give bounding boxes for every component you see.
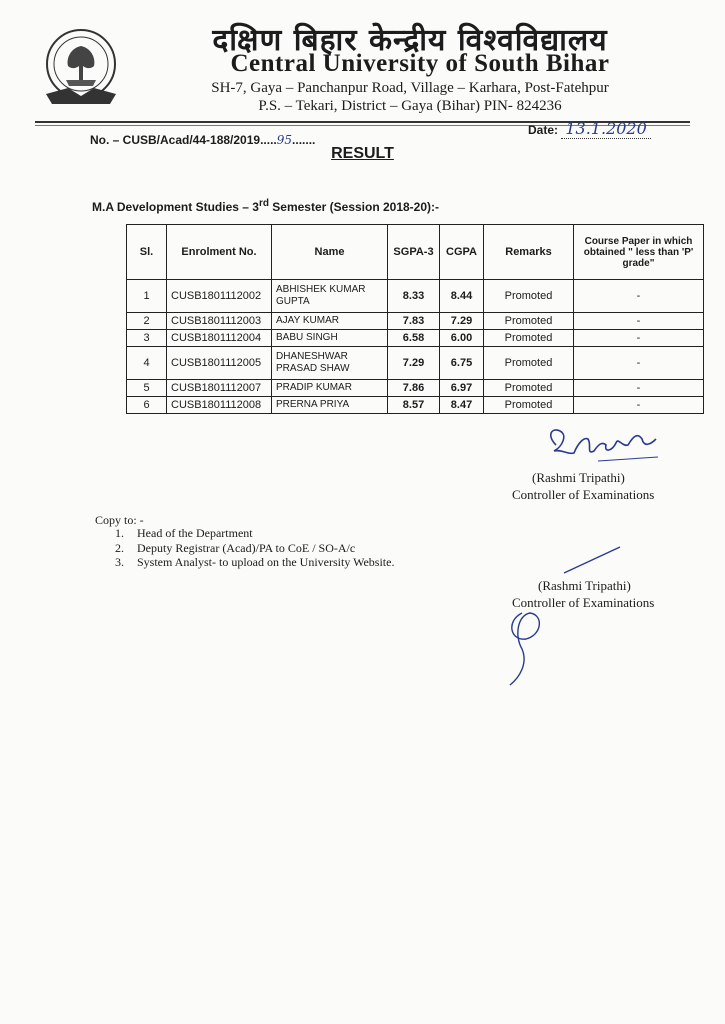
cell-sgpa: 8.57 bbox=[388, 397, 440, 414]
cell-cgpa: 6.97 bbox=[440, 380, 484, 397]
signatory-designation: Controller of Examinations bbox=[512, 487, 655, 502]
cell-name: PRADIP KUMAR bbox=[272, 380, 388, 397]
course-prefix: M.A Development Studies – 3 bbox=[92, 200, 259, 214]
document-title: RESULT bbox=[331, 145, 394, 162]
header-remarks: Remarks bbox=[484, 225, 574, 280]
cell-enrolment: CUSB1801112007 bbox=[167, 380, 272, 397]
cell-course-paper: - bbox=[574, 380, 704, 397]
copy-to-item: System Analyst- to upload on the University Website. bbox=[137, 555, 395, 569]
cell-remarks: Promoted bbox=[484, 313, 574, 330]
cell-sl: 3 bbox=[127, 330, 167, 347]
cell-enrolment: CUSB1801112004 bbox=[167, 330, 272, 347]
cell-remarks: Promoted bbox=[484, 330, 574, 347]
header-cgpa: CGPA bbox=[440, 225, 484, 280]
header-enrolment: Enrolment No. bbox=[167, 225, 272, 280]
cell-name: DHANESHWAR PRASAD SHAW bbox=[272, 347, 388, 380]
copy-to-item: Deputy Registrar (Acad)/PA to CoE / SO-A/c bbox=[137, 540, 356, 555]
table-header-row bbox=[127, 225, 704, 280]
cell-sgpa: 6.58 bbox=[388, 330, 440, 347]
table-row bbox=[127, 313, 704, 330]
result-table bbox=[126, 224, 704, 414]
list-item: 3. System Analyst- to upload on the University Website. bbox=[115, 555, 395, 569]
cell-enrolment: CUSB1801112008 bbox=[167, 397, 272, 414]
list-item: 2. Deputy Registrar (Acad)/PA to CoE / SO-A/c bbox=[115, 540, 356, 555]
signatory-designation-2: Controller of Examinations bbox=[512, 595, 655, 610]
cell-course-paper: - bbox=[574, 280, 704, 313]
cell-remarks: Promoted bbox=[484, 280, 574, 313]
university-name-hindi: दक्षिण बिहार केन्द्रीय विश्वविद्यालय bbox=[212, 23, 608, 58]
signatory-name: (Rashmi Tripathi) bbox=[532, 470, 625, 485]
copy-to-label: Copy to: - bbox=[95, 513, 144, 527]
signatory-name-2: (Rashmi Tripathi) bbox=[538, 578, 631, 593]
cell-name: AJAY KUMAR bbox=[272, 313, 388, 330]
cell-cgpa: 8.44 bbox=[440, 280, 484, 313]
cell-course-paper: - bbox=[574, 397, 704, 414]
header-name: Name bbox=[272, 225, 388, 280]
cell-cgpa: 7.29 bbox=[440, 313, 484, 330]
handwritten-signature-1 bbox=[538, 425, 668, 463]
cell-sgpa: 7.86 bbox=[388, 380, 440, 397]
cell-sgpa: 7.29 bbox=[388, 347, 440, 380]
address-line-1: SH-7, Gaya – Panchanpur Road, Village – Karhara, Post-Fatehpur bbox=[211, 80, 609, 96]
date-handwritten: 13.1.2020 bbox=[561, 119, 650, 139]
cell-course-paper: - bbox=[574, 330, 704, 347]
cell-cgpa: 6.00 bbox=[440, 330, 484, 347]
table-row bbox=[127, 397, 704, 414]
cell-name: PRERNA PRIYA bbox=[272, 397, 388, 414]
reference-number: No. – CUSB/Acad/44-188/2019.....95....... bbox=[90, 133, 316, 147]
cell-cgpa: 8.47 bbox=[440, 397, 484, 414]
course-suffix: Semester (Session 2018-20):- bbox=[268, 200, 440, 214]
cell-remarks: Promoted bbox=[484, 380, 574, 397]
cell-name: ABHISHEK KUMAR GUPTA bbox=[272, 280, 388, 313]
header-sgpa: SGPA-3 bbox=[388, 225, 440, 280]
cell-sgpa: 7.83 bbox=[388, 313, 440, 330]
address-line-2: P.S. – Tekari, District – Gaya (Bihar) PIN- 824236 bbox=[258, 98, 562, 114]
list-item: 1. Head of the Department bbox=[115, 526, 253, 540]
course-sup: rd bbox=[258, 198, 269, 209]
course-heading bbox=[92, 198, 439, 214]
cell-remarks: Promoted bbox=[484, 397, 574, 414]
copy-to-item: Head of the Department bbox=[137, 526, 253, 540]
table-row bbox=[127, 280, 704, 313]
table-row bbox=[127, 380, 704, 397]
reference-number-handwritten: 95 bbox=[276, 133, 293, 147]
header-sl: Sl. bbox=[127, 225, 167, 280]
cell-sgpa: 8.33 bbox=[388, 280, 440, 313]
cell-sl: 1 bbox=[127, 280, 167, 313]
table-row bbox=[127, 330, 704, 347]
issue-date bbox=[528, 119, 651, 138]
university-name: Central University of South Bihar bbox=[230, 50, 610, 77]
university-emblem-icon bbox=[38, 24, 124, 110]
cell-enrolment: CUSB1801112005 bbox=[167, 347, 272, 380]
cell-course-paper: - bbox=[574, 313, 704, 330]
reference-number-label: No. – CUSB/Acad/44-188/2019 bbox=[90, 133, 261, 147]
cell-name: BABU SINGH bbox=[272, 330, 388, 347]
handwritten-signature-2 bbox=[500, 545, 630, 695]
cell-sl: 4 bbox=[127, 347, 167, 380]
date-label: Date: bbox=[528, 123, 559, 137]
cell-cgpa: 6.75 bbox=[440, 347, 484, 380]
cell-course-paper: - bbox=[574, 347, 704, 380]
cell-sl: 5 bbox=[127, 380, 167, 397]
cell-enrolment: CUSB1801112002 bbox=[167, 280, 272, 313]
header-course-paper: Course Paper in which obtained " less than 'P' grade" bbox=[574, 225, 704, 280]
cell-sl: 2 bbox=[127, 313, 167, 330]
cell-sl: 6 bbox=[127, 397, 167, 414]
cell-remarks: Promoted bbox=[484, 347, 574, 380]
cell-enrolment: CUSB1801112003 bbox=[167, 313, 272, 330]
copy-to-list bbox=[115, 526, 394, 570]
table-row bbox=[127, 347, 704, 380]
